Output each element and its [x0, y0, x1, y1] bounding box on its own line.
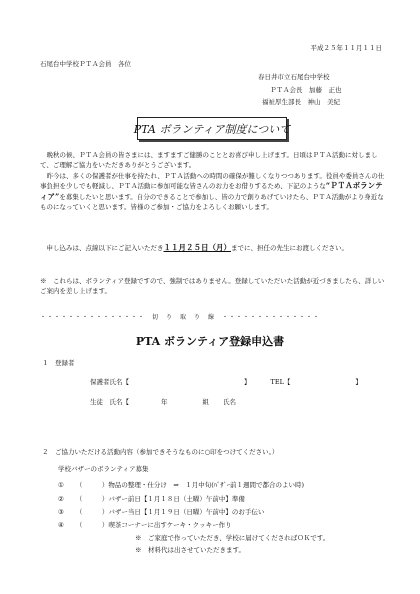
item-checkbox[interactable]: （ ） — [75, 521, 109, 529]
item-number: ③ — [58, 508, 64, 516]
document-date: 平成２５年１１月１１日 — [310, 44, 382, 52]
bazaar-heading: 学校バザーのボランティア募集 — [58, 465, 149, 473]
item-checkbox[interactable]: （ ） — [75, 495, 109, 503]
grade-label: 年 — [161, 398, 168, 406]
tel-label: TEL【 — [270, 378, 291, 386]
notice-title-box — [133, 117, 291, 140]
item-text: バザー当日【１月１９日（日曜）午前中】のお手伝い — [108, 508, 265, 516]
notice-title: PTA ボランティア制度について — [133, 122, 291, 136]
intro-text-1: 晩秋の候、ＰＴＡ会員の皆さまには、ますますご健勝のこととお喜び申し上げます。日頃はＰＴＡ活動に対しまして、ご理解ご協力をいただきありがとうございます。 昨今は、多くの保護者が仕事を持たれ、ＰＴＡ活動への時間の確保が難しくなりつつあります。役員や委員さんの仕事負担を少しでも軽減し、ＰＴＡ活動に参加可能な皆さんのお力をお借りするため、下記のような — [40, 151, 385, 191]
guardian-bracket-close: 】 — [244, 378, 251, 386]
recipient-line: 石尾台中学校ＰＴＡ会員 各位 — [40, 60, 131, 68]
guardian-label: 保護者氏名【 — [90, 378, 129, 386]
deadline-paragraph — [40, 243, 385, 253]
item-text: 喫茶コーナーに出すケーキ・クッキー作り — [108, 521, 232, 529]
section-registrant: １ 登録者 — [42, 359, 75, 367]
item-checkbox[interactable]: （ ） — [75, 481, 109, 489]
class-label: 組 — [202, 398, 209, 406]
student-row — [90, 398, 236, 406]
sender-school: 春日井市立石尾台中学校 — [258, 73, 330, 81]
sender-welfare-head: 福祉厚生部長 神山 美紀 — [262, 98, 340, 106]
item-number: ① — [58, 481, 64, 489]
item-number: ② — [58, 495, 64, 503]
item-number: ④ — [58, 521, 64, 529]
deadline-text-a: 申し込みは、点線以下にご記入いただき — [40, 244, 164, 252]
intro-text-2: を募集したいと思います。自分のできることで参加し、皆の力で創りあげていけたら、ＰＴＡ活動がより身近なものになっていくと思います。皆様のご参加・ご協力をよろしくお願いします。 — [40, 192, 384, 212]
intro-paragraph — [40, 150, 385, 212]
materials-cost-note: ※ 材料代は出させていただきます。 — [135, 546, 245, 554]
voluntary-note: ※ これらは、ボランティア登録ですので、強制ではありません。登録していただいた活動が近づきましたら、詳しいご案内を差し上げます。 — [40, 277, 385, 296]
activity-item — [58, 481, 304, 489]
deadline-text-b: までに、担任の先生にお渡しください。 — [231, 244, 348, 252]
item-text: バザー前日【１月１８日（土曜）午前中】準備 — [108, 495, 245, 503]
tel-bracket-close: 】 — [355, 378, 362, 386]
deadline-date: １１月２５日（月） — [163, 243, 231, 252]
home-baking-note: ※ ご家庭で作っていただき、学校に届けてくださればＯＫです。 — [135, 534, 330, 542]
student-label: 生徒 氏名【 — [90, 398, 129, 406]
cut-line: ・・・・・・・・・・・・・・・ 切 り 取 り 線 ・・・・・・・・・・・・・・ — [40, 314, 321, 321]
activity-item — [58, 508, 264, 516]
item-checkbox[interactable]: （ ） — [75, 508, 109, 516]
sender-pta-president: ＰＴＡ会長 加藤 正也 — [270, 86, 342, 94]
item-text: 物品の整理・仕分け ⇒ １月中旬(ﾊﾞｻﾞｰ前１週間で都合のよい時) — [108, 481, 305, 489]
activity-item — [58, 521, 232, 529]
form-title: PTA ボランティア登録申込書 — [135, 335, 285, 348]
activity-item — [58, 495, 245, 503]
student-name-label: 氏名 — [223, 398, 236, 406]
guardian-row — [90, 378, 362, 386]
intro-bold-term: “ＰＴＡボランティア” — [40, 181, 383, 201]
section-activities: ２ ご協力いただける活動内容（参加できそうなものに○印をつけてください。） — [42, 448, 279, 456]
